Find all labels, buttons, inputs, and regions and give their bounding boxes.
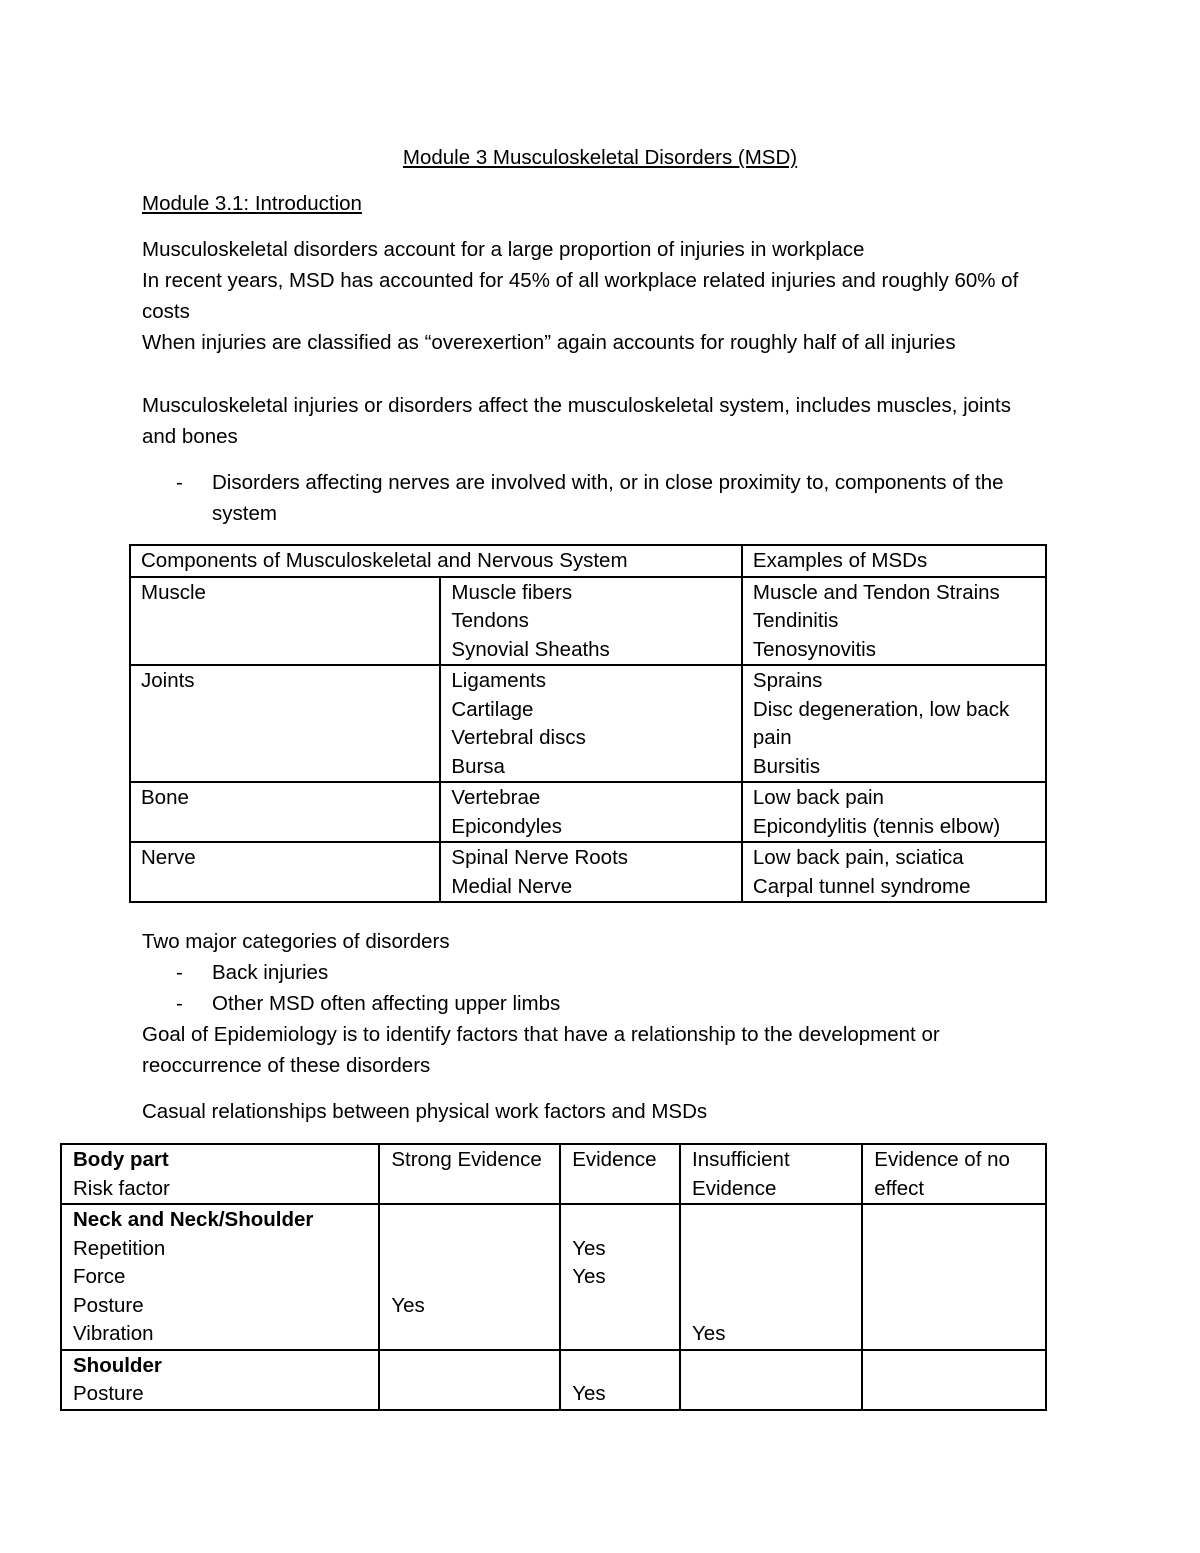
table-row — [130, 842, 1046, 902]
component-cell — [130, 577, 440, 666]
header-insufficient-line2: Evidence — [692, 1176, 777, 1200]
part-item: Ligaments — [451, 669, 546, 692]
evidence-value — [692, 1263, 855, 1292]
example-item: Low back pain, sciatica — [752, 846, 964, 869]
header-components: Components of Musculoskeletal and Nervous System — [130, 545, 742, 577]
no-effect-cell — [862, 1204, 1046, 1350]
bullet-dash: - — [176, 992, 183, 1015]
evidence-value — [391, 1235, 553, 1264]
table-row — [130, 782, 1046, 842]
evidence-value: Yes — [692, 1322, 726, 1345]
evidence-value — [391, 1320, 553, 1349]
evidence-value — [692, 1292, 855, 1321]
body-part-label: Shoulder — [73, 1353, 162, 1377]
part-item: Cartilage — [451, 697, 534, 721]
component-cell — [130, 782, 440, 842]
risk-factor: Posture — [73, 1293, 144, 1317]
component-label: Nerve — [141, 846, 196, 869]
intro-line-4b: and bones — [142, 425, 238, 448]
body-part-cell — [61, 1350, 379, 1410]
page-title: Module 3 Musculoskeletal Disorders (MSD) — [402, 146, 798, 169]
bullet-text-b: system — [212, 502, 277, 525]
insufficient-cell — [680, 1204, 862, 1350]
part-item: Muscle fibers — [451, 580, 573, 604]
component-cell — [130, 665, 440, 782]
table-row — [61, 1350, 1046, 1410]
example-item: Bursitis — [752, 754, 821, 778]
header-strong-evidence: Strong Evidence — [379, 1144, 560, 1204]
example-item: Tenosynovitis — [752, 637, 876, 661]
example-item: Muscle and Tendon Strains — [752, 580, 1000, 604]
header-examples: Examples of MSDs — [742, 545, 1046, 577]
table-row — [130, 577, 1046, 666]
table-header-row — [130, 545, 1046, 577]
evidence-value — [572, 1292, 673, 1321]
part-item: Epicondyles — [451, 814, 562, 838]
evidence-value — [692, 1235, 855, 1264]
section-heading: Module 3.1: Introduction — [142, 192, 362, 215]
evidence-table — [60, 1143, 1047, 1411]
intro-line-2b: costs — [142, 300, 190, 323]
evidence-value: Yes — [572, 1382, 606, 1405]
header-insufficient-line1: Insufficient — [692, 1148, 790, 1171]
table-row — [61, 1204, 1046, 1350]
parts-cell — [440, 577, 741, 666]
examples-cell — [742, 665, 1046, 782]
part-item: Vertebral discs — [451, 726, 586, 749]
risk-factor: Repetition — [73, 1236, 166, 1260]
examples-cell — [742, 842, 1046, 902]
no-effect-cell — [862, 1350, 1046, 1410]
body-part-label: Neck and Neck/Shoulder — [73, 1208, 314, 1231]
example-item: Disc degeneration, low back — [752, 697, 1010, 721]
table-header-row — [61, 1144, 1046, 1204]
intro-line-3: When injuries are classified as “overexertion” again accounts for roughly half of all injuries — [142, 331, 956, 354]
evidence-value — [572, 1320, 673, 1349]
intro-line-2a: In recent years, MSD has accounted for 45% of all workplace related injuries and roughly 60% of — [142, 269, 1019, 292]
evidence-value: Yes — [572, 1265, 606, 1288]
intro-line-1: Musculoskeletal disorders account for a large proportion of injuries in workplace — [142, 238, 865, 261]
component-label: Joints — [141, 669, 195, 692]
evidence-value — [391, 1263, 553, 1292]
risk-factor: Force — [73, 1265, 126, 1288]
part-item: Medial Nerve — [451, 874, 573, 898]
examples-cell — [742, 577, 1046, 666]
header-no-effect — [862, 1144, 1046, 1204]
goal-line-a: Goal of Epidemiology is to identify factors that have a relationship to the development or — [142, 1023, 940, 1046]
example-item: Sprains — [752, 669, 823, 692]
parts-cell — [440, 782, 741, 842]
evidence-cell — [560, 1204, 680, 1350]
component-label: Bone — [141, 786, 189, 809]
header-no-effect-line2: effect — [874, 1176, 925, 1200]
insufficient-cell — [680, 1350, 862, 1410]
bullet-text-a: Disorders affecting nerves are involved with, or in close proximity to, components of the — [212, 471, 1004, 494]
casual-heading: Casual relationships between physical work factors and MSDs — [142, 1100, 708, 1123]
risk-factor: Posture — [73, 1382, 144, 1405]
parts-cell — [440, 665, 741, 782]
components-table — [129, 544, 1047, 903]
bullet-dash: - — [176, 961, 183, 984]
category-item-back: Back injuries — [212, 961, 329, 984]
goal-line-b: reoccurrence of these disorders — [142, 1054, 431, 1077]
header-no-effect-line1: Evidence of no — [874, 1148, 1010, 1171]
header-insufficient — [680, 1144, 862, 1204]
part-item: Vertebrae — [451, 786, 541, 809]
header-body-part — [61, 1144, 379, 1204]
strong-evidence-cell — [379, 1204, 560, 1350]
example-item: pain — [752, 726, 792, 749]
evidence-cell — [560, 1350, 680, 1410]
header-body-part-label: Body part — [73, 1148, 169, 1171]
categories-intro: Two major categories of disorders — [142, 930, 450, 953]
component-label: Muscle — [141, 580, 206, 604]
table-row — [130, 665, 1046, 782]
component-cell — [130, 842, 440, 902]
risk-factor: Vibration — [73, 1322, 154, 1345]
part-item: Bursa — [451, 754, 505, 778]
part-item: Synovial Sheaths — [451, 637, 610, 661]
example-item: Tendinitis — [752, 609, 839, 632]
category-item-upper-limbs: Other MSD often affecting upper limbs — [212, 992, 561, 1015]
part-item: Tendons — [451, 609, 529, 632]
strong-evidence-cell — [379, 1350, 560, 1410]
example-item: Low back pain — [752, 786, 884, 809]
intro-line-4a: Musculoskeletal injuries or disorders affect the musculoskeletal system, includes muscles, joints — [142, 394, 1011, 417]
body-part-cell — [61, 1204, 379, 1350]
part-item: Spinal Nerve Roots — [451, 846, 629, 869]
example-item: Epicondylitis (tennis elbow) — [752, 814, 1001, 838]
header-evidence: Evidence — [560, 1144, 680, 1204]
example-item: Carpal tunnel syndrome — [752, 874, 971, 898]
header-risk-factor-label: Risk factor — [73, 1176, 170, 1200]
evidence-value: Yes — [391, 1293, 425, 1317]
bullet-dash: - — [176, 471, 183, 494]
examples-cell — [742, 782, 1046, 842]
parts-cell — [440, 842, 741, 902]
evidence-value: Yes — [572, 1236, 606, 1260]
